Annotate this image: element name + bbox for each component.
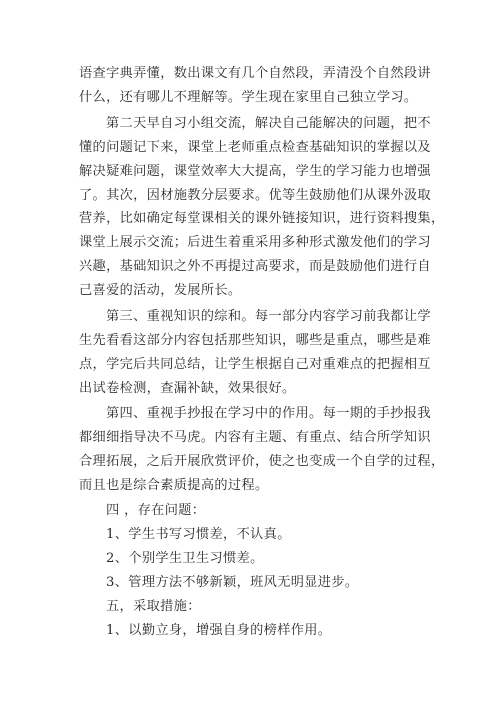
body-text-line: 点，学完后共同总结，让学生根据自己对重难点的把握相互: [79, 357, 431, 372]
list-item: 3、管理方法不够新颖，班风无明显进步。: [106, 575, 359, 590]
body-text-line: 生先看看这部分内容包括那些知识，哪些是重点，哪些是难: [79, 333, 431, 348]
body-text-line: 什么，还有哪儿不理解等。学生现在家里自己独立学习。: [79, 90, 418, 105]
body-text-line: 己喜爱的活动，发展所长。: [79, 283, 242, 298]
list-item: 2、个别学生卫生习惯差。: [106, 551, 264, 566]
body-text-line: 出试卷检测，查漏补缺，效果很好。: [79, 381, 296, 396]
body-text-line: 都细细指导决不马虎。内容有主题、有重点、结合所学知识: [79, 430, 431, 445]
section-heading: 五，采取措施：: [106, 599, 201, 614]
body-text-line: 兴趣，基础知识之外不再提过高要求，而是鼓励他们进行自: [79, 259, 431, 274]
body-text-line: 营养，比如确定每堂课相关的课外链接知识，进行资料搜集，: [79, 211, 445, 226]
list-item: 1、学生书写习惯差，不认真。: [106, 527, 291, 542]
section-heading: 四 ，存在问题：: [106, 503, 206, 518]
body-text-line: 了。其次，因材施教分层要求。优等生鼓励他们从课外汲取: [79, 188, 431, 203]
body-text-line: 合理拓展，之后开展欣赏评价，使之也变成一个自学的过程，: [79, 454, 445, 469]
body-text-line: 课堂上展示交流；后进生着重采用多种形式激发他们的学习: [79, 235, 431, 250]
body-text-line: 而且也是综合素质提高的过程。: [79, 478, 269, 493]
paragraph-start-line: 第三、重视知识的综和。每一部分内容学习前我都让学: [106, 309, 431, 324]
paragraph-start-line: 第四、重视手抄报在学习中的作用。每一期的手抄报我: [106, 406, 431, 421]
list-item: 1、以勤立身，增强自身的榜样作用。: [106, 623, 332, 638]
body-text-line: 解决疑难问题，课堂效率大大提高，学生的学习能力也增强: [79, 164, 431, 179]
body-text-line: 语查字典弄懂，数出课文有几个自然段，弄清没个自然段讲: [79, 66, 431, 81]
paragraph-start-line: 第二天早自习小组交流，解决自己能解决的问题，把不: [106, 116, 431, 131]
body-text-line: 懂的问题记下来，课堂上老师重点检查基础知识的掌握以及: [79, 140, 431, 155]
